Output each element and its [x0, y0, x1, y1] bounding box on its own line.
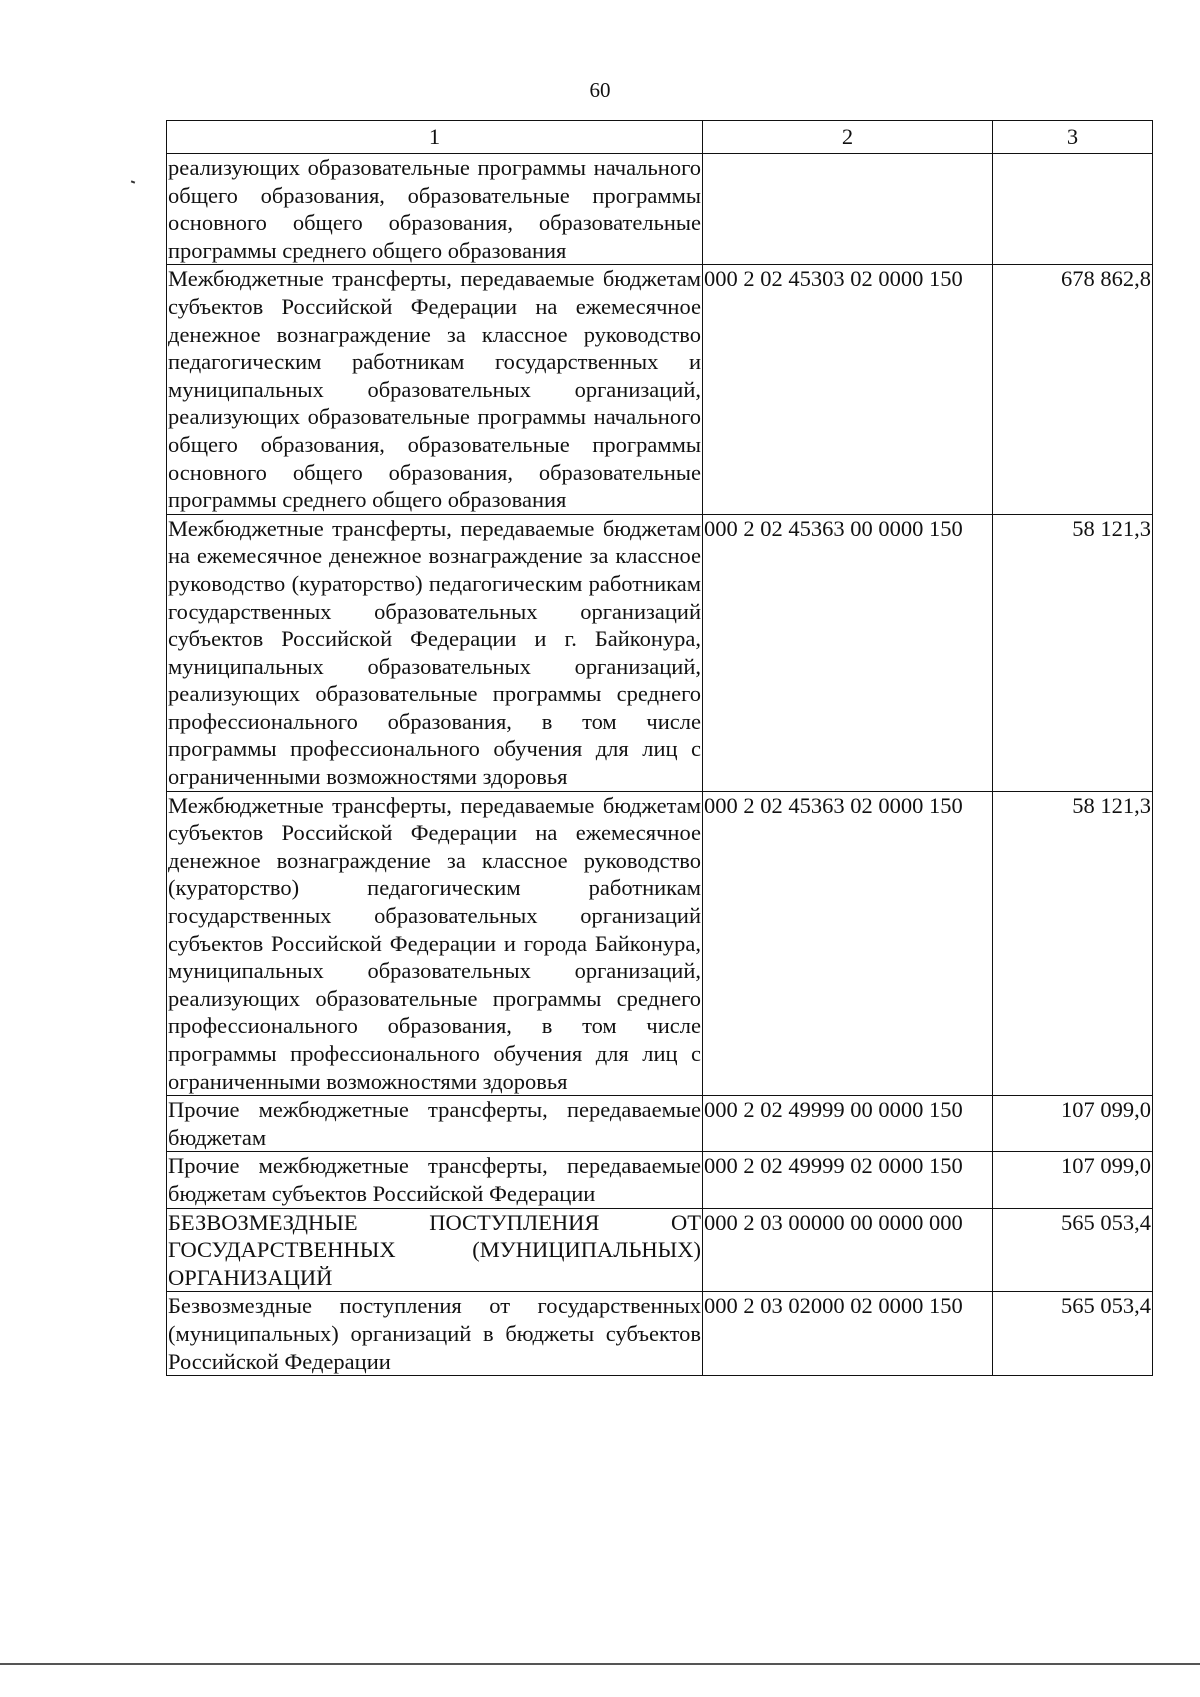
table-row [167, 791, 1153, 1096]
row-code: 000 2 02 45303 02 0000 150 [703, 265, 993, 514]
table-row [167, 514, 1153, 791]
row-code: 000 2 02 45363 00 0000 150 [703, 514, 993, 791]
row-amount: 58 121,3 [993, 514, 1153, 791]
table-row [167, 1152, 1153, 1208]
page-number: 60 [589, 78, 611, 102]
row-code [703, 154, 993, 265]
table-row [167, 154, 1153, 265]
row-code: 000 2 03 00000 00 0000 000 [703, 1208, 993, 1292]
row-description: реализующих образовательные программы начального общего образования, образовательные программы основного общего образования, образовательные программы среднего общего образования [167, 154, 703, 265]
row-code: 000 2 02 45363 02 0000 150 [703, 791, 993, 1096]
scan-edge-line [0, 1663, 1200, 1665]
header-cell-3: 3 [993, 121, 1153, 154]
row-description: Межбюджетные трансферты, передаваемые бюджетам на ежемесячное денежное вознаграждение за классное руководство (кураторство) педагогическим работникам государственных образовательных организаций субъектов Российской Федерации и г. Байконура, муниципальных образовательных организаций, реализующих образовательные программы среднего профессионального образования, в том числе программы профессионального обучения для лиц с ограниченными возможностями здоровья [167, 514, 703, 791]
row-amount: 107 099,0 [993, 1152, 1153, 1208]
row-amount: 565 053,4 [993, 1208, 1153, 1292]
row-description: Межбюджетные трансферты, передаваемые бюджетам субъектов Российской Федерации на ежемесячное денежное вознаграждение за классное руководство (кураторство) педагогическим работникам государственных образовательных организаций субъектов Российской Федерации и города Байконура, муниципальных образовательных организаций, реализующих образовательные программы среднего профессионального образования, в том числе программы профессионального обучения для лиц с ограниченными возможностями здоровья [167, 791, 703, 1096]
row-amount: 58 121,3 [993, 791, 1153, 1096]
table-row [167, 265, 1153, 514]
table-row [167, 1292, 1153, 1376]
table-row [167, 1208, 1153, 1292]
row-amount [993, 154, 1153, 265]
row-description: БЕЗВОЗМЕЗДНЫЕ ПОСТУПЛЕНИЯ ОТ ГОСУДАРСТВЕННЫХ (МУНИЦИПАЛЬНЫХ) ОРГАНИЗАЦИЙ [167, 1208, 703, 1292]
scan-speck [131, 180, 135, 183]
row-amount: 678 862,8 [993, 265, 1153, 514]
header-row [167, 121, 1153, 154]
row-description: Межбюджетные трансферты, передаваемые бюджетам субъектов Российской Федерации на ежемесячное денежное вознаграждение за классное руководство педагогическим работникам государственных и муниципальных образовательных организаций, реализующих образовательные программы начального общего образования, образовательные программы основного общего образования, образовательные программы среднего общего образования [167, 265, 703, 514]
row-description: Прочие межбюджетные трансферты, передаваемые бюджетам субъектов Российской Федерации [167, 1152, 703, 1208]
header-cell-2: 2 [703, 121, 993, 154]
row-code: 000 2 03 02000 02 0000 150 [703, 1292, 993, 1376]
row-code: 000 2 02 49999 00 0000 150 [703, 1096, 993, 1152]
row-description: Безвозмездные поступления от государственных (муниципальных) организаций в бюджеты субъектов Российской Федерации [167, 1292, 703, 1376]
row-amount: 107 099,0 [993, 1096, 1153, 1152]
header-cell-1: 1 [167, 121, 703, 154]
row-amount: 565 053,4 [993, 1292, 1153, 1376]
row-description: Прочие межбюджетные трансферты, передаваемые бюджетам [167, 1096, 703, 1152]
budget-table [166, 120, 1153, 1376]
row-code: 000 2 02 49999 02 0000 150 [703, 1152, 993, 1208]
table-row [167, 1096, 1153, 1152]
